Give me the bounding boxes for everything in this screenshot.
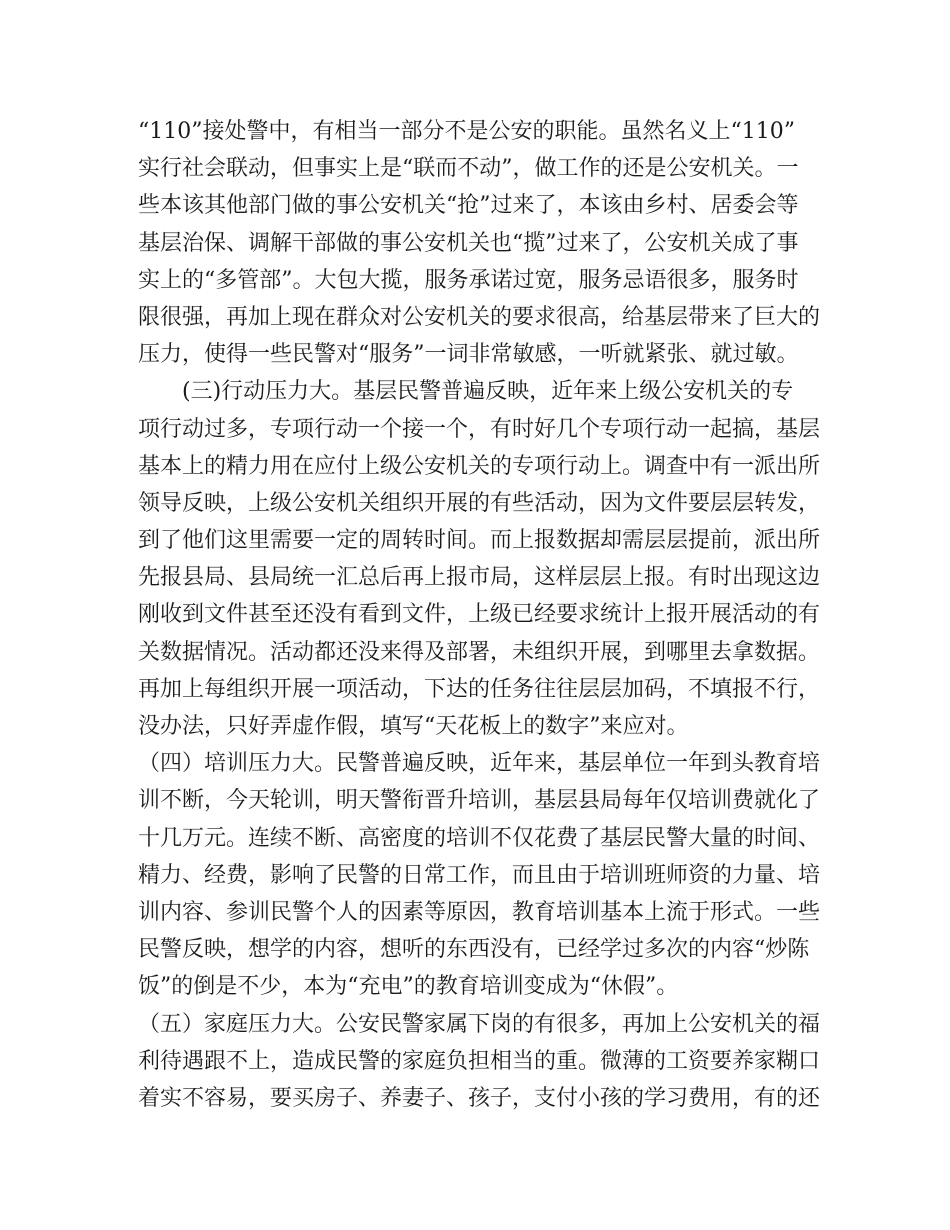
text-line: 十几万元。连续不断、高密度的培训不仅花费了基层民警大量的时间、 xyxy=(138,825,821,851)
text-line: 限很强，再加上现在群众对公安机关的要求很高，给基层带来了巨大的 xyxy=(138,304,821,330)
text-line: 没办法，只好弄虚作假，填写“天花板上的数字”来应对。 xyxy=(138,714,689,739)
text-line: 再加上每组织开展一项活动，下达的任务往往层层加码，不填报不行， xyxy=(138,676,821,702)
section-heading-line: （四）培训压力大。民警普遍反映，近年来，基层单位一年到头教育培 xyxy=(138,751,821,777)
section-heading-line: （五）家庭压力大。公安民警家属下岗的有很多，再加上公安机关的福 xyxy=(138,1011,821,1037)
text-line: 基本上的精力用在应付上级公安机关的专项行动上。调查中有一派出所 xyxy=(138,453,821,479)
text-line: 项行动过多，专项行动一个接一个，有时好几个专项行动一起搞，基层 xyxy=(138,416,821,442)
text-line: 训内容、参训民警个人的因素等原因，教育培训基本上流于形式。一些 xyxy=(138,899,821,925)
text-line: 训不断，今天轮训，明天警衔晋升培训，基层县局每年仅培训费就化了 xyxy=(138,788,821,814)
text-line: 先报县局、县局统一汇总后再上报市局，这样层层上报。有时出现这边 xyxy=(138,565,821,591)
text-line: “110”接处警中，有相当一部分不是公安的职能。虽然名义上“110” xyxy=(138,119,795,144)
text-line: 民警反映，想学的内容，想听的东西没有，已经学过多次的内容“炒陈 xyxy=(138,937,810,963)
text-line: 到了他们这里需要一定的周转时间。而上报数据却需层层提前，派出所 xyxy=(138,528,821,554)
text-line: 实上的“多管部”。大包大揽，服务承诺过宽，服务忌语很多，服务时 xyxy=(138,267,799,293)
text-line: 刚收到文件甚至还没有看到文件，上级已经要求统计上报开展活动的有 xyxy=(138,602,821,628)
text-line: 领导反映，上级公安机关组织开展的有些活动，因为文件要层层转发， xyxy=(138,490,821,516)
text-line: 关数据情况。活动都还没来得及部署，未组织开展，到哪里去拿数据。 xyxy=(138,639,821,665)
text-line: 利待遇跟不上，造成民警的家庭负担相当的重。微薄的工资要养家糊口 xyxy=(138,1048,821,1074)
text-line: 基层治保、调解干部做的事公安机关也“揽”过来了，公安机关成了事 xyxy=(138,230,799,256)
body-text xyxy=(138,113,828,1117)
text-line: 些本该其他部门做的事公安机关“抢”过来了，本该由乡村、居委会等 xyxy=(138,193,799,219)
section-heading-line: (三)行动压力大。基层民警普遍反映，近年来上级公安机关的专 xyxy=(138,379,794,405)
text-line: 饭”的倒是不少，本为“充电”的教育培训变成为“休假”。 xyxy=(138,974,679,1000)
text-line: 实行社会联动，但事实上是“联而不动”，做工作的还是公安机关。一 xyxy=(138,156,799,182)
text-line: 压力，使得一些民警对“服务”一词非常敏感，一听就紧张、就过敏。 xyxy=(138,342,799,368)
text-line: 着实不容易，要买房子、养妻子、孩子，支付小孩的学习费用，有的还 xyxy=(138,1085,821,1111)
text-line: 精力、经费，影响了民警的日常工作，而且由于培训班师资的力量、培 xyxy=(138,862,821,888)
